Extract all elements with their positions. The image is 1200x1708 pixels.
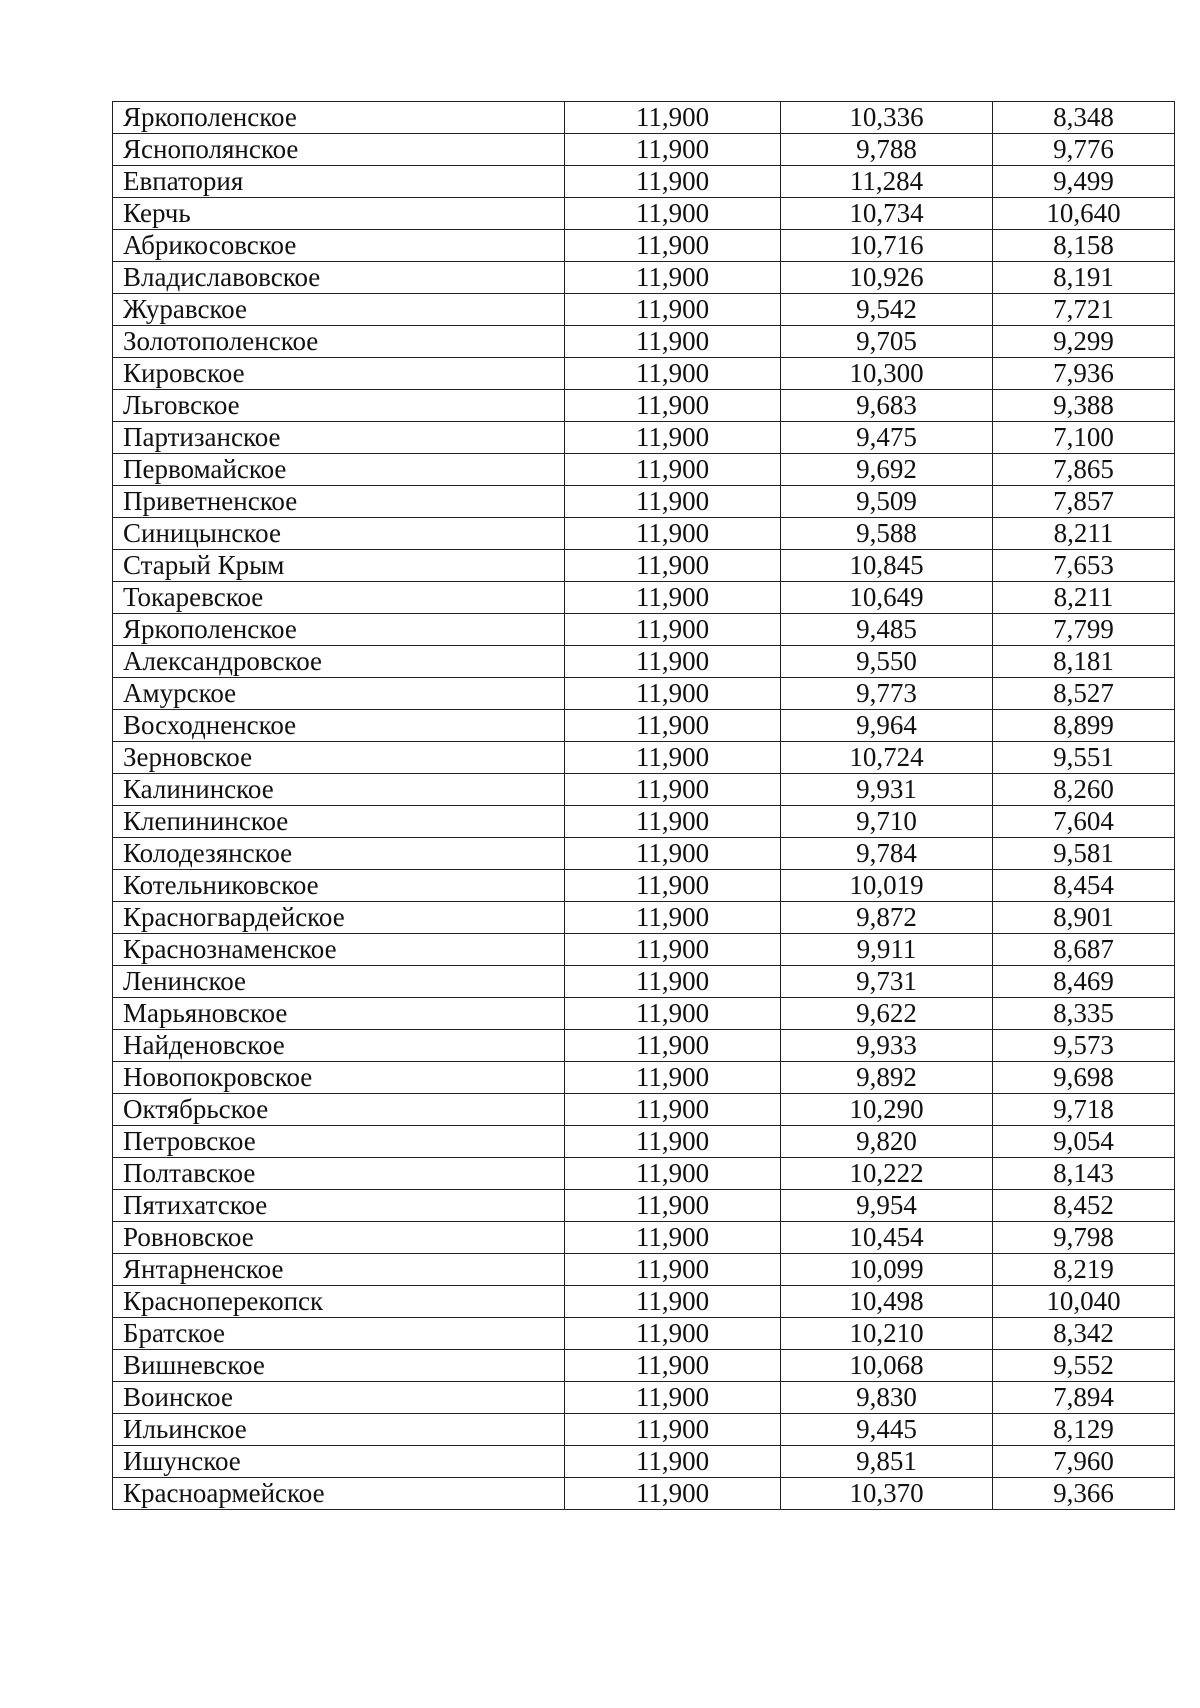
value-3-cell: 7,799 (993, 614, 1175, 646)
value-3-cell: 7,604 (993, 806, 1175, 838)
table-row (113, 390, 1175, 422)
value-2-cell: 9,509 (781, 486, 993, 518)
value-3-cell: 8,143 (993, 1158, 1175, 1190)
table-row (113, 966, 1175, 998)
value-1-cell: 11,900 (565, 582, 781, 614)
value-3-cell: 9,551 (993, 742, 1175, 774)
settlement-name-cell: Октябрьское (113, 1094, 565, 1126)
value-3-cell: 8,452 (993, 1190, 1175, 1222)
settlement-name-cell: Клепининское (113, 806, 565, 838)
value-3-cell: 9,581 (993, 838, 1175, 870)
value-3-cell: 9,499 (993, 166, 1175, 198)
value-1-cell: 11,900 (565, 1318, 781, 1350)
settlement-name-cell: Старый Крым (113, 550, 565, 582)
settlement-name-cell: Колодезянское (113, 838, 565, 870)
settlement-name-cell: Амурское (113, 678, 565, 710)
value-1-cell: 11,900 (565, 742, 781, 774)
value-1-cell: 11,900 (565, 198, 781, 230)
value-3-cell: 7,653 (993, 550, 1175, 582)
value-1-cell: 11,900 (565, 870, 781, 902)
value-1-cell: 11,900 (565, 1382, 781, 1414)
value-1-cell: 11,900 (565, 1190, 781, 1222)
settlement-name-cell: Полтавское (113, 1158, 565, 1190)
table-row (113, 870, 1175, 902)
table-row (113, 326, 1175, 358)
value-2-cell: 9,622 (781, 998, 993, 1030)
settlement-name-cell: Зерновское (113, 742, 565, 774)
table-row (113, 1318, 1175, 1350)
table-row (113, 550, 1175, 582)
table-row (113, 678, 1175, 710)
value-3-cell: 9,776 (993, 134, 1175, 166)
value-1-cell: 11,900 (565, 1254, 781, 1286)
value-1-cell: 11,900 (565, 422, 781, 454)
value-1-cell: 11,900 (565, 902, 781, 934)
value-1-cell: 11,900 (565, 614, 781, 646)
settlement-name-cell: Яснополянское (113, 134, 565, 166)
settlement-name-cell: Калининское (113, 774, 565, 806)
table-row (113, 998, 1175, 1030)
table-row (113, 198, 1175, 230)
settlement-name-cell: Яркополенское (113, 102, 565, 134)
table-row (113, 1094, 1175, 1126)
value-3-cell: 8,211 (993, 582, 1175, 614)
value-2-cell: 9,705 (781, 326, 993, 358)
value-2-cell: 9,931 (781, 774, 993, 806)
settlement-name-cell: Найденовское (113, 1030, 565, 1062)
value-1-cell: 11,900 (565, 262, 781, 294)
value-2-cell: 10,300 (781, 358, 993, 390)
settlement-name-cell: Красноперекопск (113, 1286, 565, 1318)
table-row (113, 582, 1175, 614)
value-1-cell: 11,900 (565, 390, 781, 422)
value-2-cell: 10,498 (781, 1286, 993, 1318)
value-1-cell: 11,900 (565, 1478, 781, 1510)
value-1-cell: 11,900 (565, 838, 781, 870)
value-2-cell: 9,485 (781, 614, 993, 646)
value-3-cell: 8,899 (993, 710, 1175, 742)
settlement-name-cell: Журавское (113, 294, 565, 326)
table-row (113, 934, 1175, 966)
value-3-cell: 9,573 (993, 1030, 1175, 1062)
settlement-name-cell: Ильинское (113, 1414, 565, 1446)
value-1-cell: 11,900 (565, 358, 781, 390)
value-2-cell: 9,872 (781, 902, 993, 934)
value-1-cell: 11,900 (565, 646, 781, 678)
settlement-name-cell: Марьяновское (113, 998, 565, 1030)
value-2-cell: 9,830 (781, 1382, 993, 1414)
value-1-cell: 11,900 (565, 1414, 781, 1446)
value-2-cell: 9,710 (781, 806, 993, 838)
value-1-cell: 11,900 (565, 934, 781, 966)
value-1-cell: 11,900 (565, 998, 781, 1030)
value-2-cell: 10,926 (781, 262, 993, 294)
settlement-name-cell: Владиславовское (113, 262, 565, 294)
value-1-cell: 11,900 (565, 1350, 781, 1382)
table-row (113, 902, 1175, 934)
value-2-cell: 9,964 (781, 710, 993, 742)
value-3-cell: 8,181 (993, 646, 1175, 678)
value-1-cell: 11,900 (565, 1222, 781, 1254)
settlement-name-cell: Ровновское (113, 1222, 565, 1254)
table-row (113, 1190, 1175, 1222)
settlement-name-cell: Льговское (113, 390, 565, 422)
value-2-cell: 9,692 (781, 454, 993, 486)
table-row (113, 710, 1175, 742)
value-2-cell: 9,820 (781, 1126, 993, 1158)
value-2-cell: 10,845 (781, 550, 993, 582)
value-3-cell: 9,698 (993, 1062, 1175, 1094)
settlement-name-cell: Братское (113, 1318, 565, 1350)
value-2-cell: 10,734 (781, 198, 993, 230)
value-1-cell: 11,900 (565, 294, 781, 326)
table-row (113, 454, 1175, 486)
table-row (113, 230, 1175, 262)
table-row (113, 614, 1175, 646)
settlement-name-cell: Ишунское (113, 1446, 565, 1478)
table-row (113, 1222, 1175, 1254)
settlement-name-cell: Пятихатское (113, 1190, 565, 1222)
settlement-name-cell: Восходненское (113, 710, 565, 742)
value-3-cell: 10,040 (993, 1286, 1175, 1318)
settlement-name-cell: Краснознаменское (113, 934, 565, 966)
settlement-name-cell: Приветненское (113, 486, 565, 518)
table-row (113, 422, 1175, 454)
value-2-cell: 9,784 (781, 838, 993, 870)
value-3-cell: 7,865 (993, 454, 1175, 486)
value-1-cell: 11,900 (565, 966, 781, 998)
value-2-cell: 9,550 (781, 646, 993, 678)
table-body (113, 102, 1175, 1510)
value-1-cell: 11,900 (565, 710, 781, 742)
settlement-name-cell: Ленинское (113, 966, 565, 998)
value-2-cell: 10,099 (781, 1254, 993, 1286)
value-3-cell: 8,901 (993, 902, 1175, 934)
value-1-cell: 11,900 (565, 1286, 781, 1318)
table-row (113, 262, 1175, 294)
table-row (113, 1254, 1175, 1286)
settlement-name-cell: Абрикосовское (113, 230, 565, 262)
table-row (113, 102, 1175, 134)
table-row (113, 134, 1175, 166)
value-1-cell: 11,900 (565, 1158, 781, 1190)
settlement-name-cell: Синицынское (113, 518, 565, 550)
table-row (113, 486, 1175, 518)
table-row (113, 806, 1175, 838)
value-2-cell: 10,210 (781, 1318, 993, 1350)
value-2-cell: 10,290 (781, 1094, 993, 1126)
value-2-cell: 9,851 (781, 1446, 993, 1478)
value-2-cell: 9,475 (781, 422, 993, 454)
settlement-name-cell: Красногвардейское (113, 902, 565, 934)
table-row (113, 1126, 1175, 1158)
table-row (113, 294, 1175, 326)
value-1-cell: 11,900 (565, 486, 781, 518)
value-3-cell: 8,211 (993, 518, 1175, 550)
value-3-cell: 8,469 (993, 966, 1175, 998)
value-3-cell: 7,721 (993, 294, 1175, 326)
value-1-cell: 11,900 (565, 454, 781, 486)
value-2-cell: 9,788 (781, 134, 993, 166)
value-3-cell: 9,388 (993, 390, 1175, 422)
value-2-cell: 10,068 (781, 1350, 993, 1382)
value-3-cell: 7,894 (993, 1382, 1175, 1414)
value-2-cell: 9,683 (781, 390, 993, 422)
value-2-cell: 10,222 (781, 1158, 993, 1190)
settlement-name-cell: Воинское (113, 1382, 565, 1414)
settlement-name-cell: Евпатория (113, 166, 565, 198)
value-3-cell: 8,454 (993, 870, 1175, 902)
table-row (113, 1382, 1175, 1414)
settlement-name-cell: Золотополенское (113, 326, 565, 358)
value-2-cell: 10,716 (781, 230, 993, 262)
value-2-cell: 10,336 (781, 102, 993, 134)
value-3-cell: 7,936 (993, 358, 1175, 390)
table-row (113, 358, 1175, 390)
value-1-cell: 11,900 (565, 550, 781, 582)
value-3-cell: 8,348 (993, 102, 1175, 134)
table-row (113, 518, 1175, 550)
value-1-cell: 11,900 (565, 1030, 781, 1062)
value-1-cell: 11,900 (565, 134, 781, 166)
value-3-cell: 8,687 (993, 934, 1175, 966)
value-1-cell: 11,900 (565, 806, 781, 838)
value-1-cell: 11,900 (565, 1446, 781, 1478)
value-3-cell: 10,640 (993, 198, 1175, 230)
value-2-cell: 9,445 (781, 1414, 993, 1446)
settlement-name-cell: Красноармейское (113, 1478, 565, 1510)
value-3-cell: 7,960 (993, 1446, 1175, 1478)
value-3-cell: 9,366 (993, 1478, 1175, 1510)
value-3-cell: 9,718 (993, 1094, 1175, 1126)
value-1-cell: 11,900 (565, 1126, 781, 1158)
value-3-cell: 9,552 (993, 1350, 1175, 1382)
value-2-cell: 9,588 (781, 518, 993, 550)
value-1-cell: 11,900 (565, 326, 781, 358)
table-row (113, 1446, 1175, 1478)
value-3-cell: 8,335 (993, 998, 1175, 1030)
settlement-name-cell: Александровское (113, 646, 565, 678)
table-row (113, 1030, 1175, 1062)
table-row (113, 774, 1175, 806)
value-2-cell: 10,019 (781, 870, 993, 902)
value-2-cell: 9,731 (781, 966, 993, 998)
value-2-cell: 9,911 (781, 934, 993, 966)
value-3-cell: 7,100 (993, 422, 1175, 454)
data-table (112, 101, 1175, 1510)
value-2-cell: 9,892 (781, 1062, 993, 1094)
settlement-name-cell: Новопокровское (113, 1062, 565, 1094)
value-1-cell: 11,900 (565, 774, 781, 806)
value-2-cell: 11,284 (781, 166, 993, 198)
value-3-cell: 9,798 (993, 1222, 1175, 1254)
value-1-cell: 11,900 (565, 1094, 781, 1126)
table-row (113, 838, 1175, 870)
value-2-cell: 10,724 (781, 742, 993, 774)
value-1-cell: 11,900 (565, 166, 781, 198)
settlement-name-cell: Вишневское (113, 1350, 565, 1382)
value-2-cell: 10,454 (781, 1222, 993, 1254)
value-1-cell: 11,900 (565, 1062, 781, 1094)
value-2-cell: 9,542 (781, 294, 993, 326)
settlement-name-cell: Янтарненское (113, 1254, 565, 1286)
value-2-cell: 10,370 (781, 1478, 993, 1510)
settlement-name-cell: Первомайское (113, 454, 565, 486)
settlement-name-cell: Токаревское (113, 582, 565, 614)
table-row (113, 1286, 1175, 1318)
settlement-name-cell: Партизанское (113, 422, 565, 454)
value-3-cell: 8,342 (993, 1318, 1175, 1350)
value-2-cell: 9,933 (781, 1030, 993, 1062)
value-3-cell: 8,260 (993, 774, 1175, 806)
value-2-cell: 10,649 (781, 582, 993, 614)
table-row (113, 1478, 1175, 1510)
table-row (113, 1158, 1175, 1190)
value-1-cell: 11,900 (565, 230, 781, 262)
value-3-cell: 8,527 (993, 678, 1175, 710)
value-2-cell: 9,954 (781, 1190, 993, 1222)
table-row (113, 1062, 1175, 1094)
settlement-name-cell: Котельниковское (113, 870, 565, 902)
settlement-name-cell: Яркополенское (113, 614, 565, 646)
value-1-cell: 11,900 (565, 518, 781, 550)
value-3-cell: 8,191 (993, 262, 1175, 294)
table-row (113, 1350, 1175, 1382)
settlement-name-cell: Кировское (113, 358, 565, 390)
value-3-cell: 8,129 (993, 1414, 1175, 1446)
value-3-cell: 8,219 (993, 1254, 1175, 1286)
value-3-cell: 9,054 (993, 1126, 1175, 1158)
value-1-cell: 11,900 (565, 678, 781, 710)
settlement-name-cell: Петровское (113, 1126, 565, 1158)
table-row (113, 646, 1175, 678)
table-row (113, 1414, 1175, 1446)
table-row (113, 742, 1175, 774)
value-1-cell: 11,900 (565, 102, 781, 134)
value-2-cell: 9,773 (781, 678, 993, 710)
settlement-name-cell: Керчь (113, 198, 565, 230)
value-3-cell: 7,857 (993, 486, 1175, 518)
value-3-cell: 9,299 (993, 326, 1175, 358)
table-row (113, 166, 1175, 198)
value-3-cell: 8,158 (993, 230, 1175, 262)
